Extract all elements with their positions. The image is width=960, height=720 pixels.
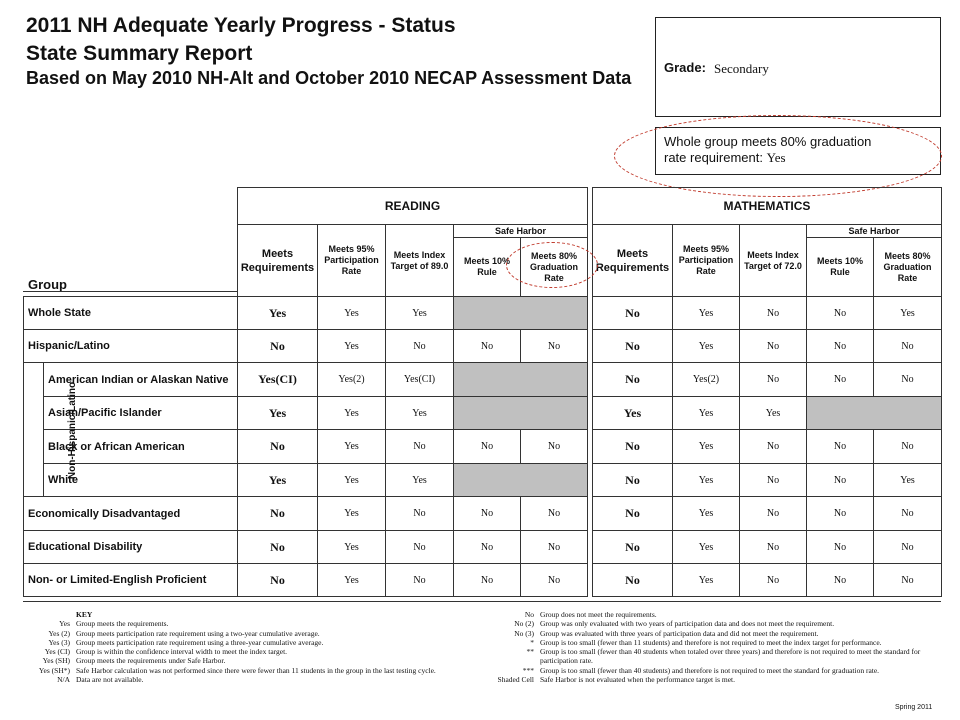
key-code: ** [526, 647, 534, 657]
key-desc: Group is too small (fewer than 40 students when totaled over three years) and therefore is not required to meet the standard for participation rate. [540, 647, 921, 666]
reading-cell: No [521, 564, 588, 597]
math-cell: No [874, 363, 942, 397]
math-cell: No [807, 430, 874, 464]
reading-cell: Yes [318, 430, 386, 464]
reading-cell: No [386, 330, 454, 363]
math-cell: No [807, 464, 874, 497]
math-cell: No [593, 363, 673, 397]
key-code: Yes [59, 619, 70, 629]
reading-cell: Yes [318, 397, 386, 430]
math-cell: Yes [673, 297, 740, 330]
math-cell: No [807, 531, 874, 564]
key-code: Yes (CI) [44, 647, 70, 657]
key-right [490, 610, 940, 684]
key-item [28, 675, 468, 684]
key-left [28, 610, 468, 684]
reading-cell: No [521, 430, 588, 464]
group-table [23, 296, 238, 597]
math-cell: No [807, 297, 874, 330]
reading-row [238, 330, 588, 363]
math-col-10pct: Meets 10% Rule [807, 238, 874, 297]
key-code: *** [522, 665, 534, 675]
key-desc: Group is too small (fewer than 11 students) and therefore is not required to meet the index target for performance. [540, 637, 882, 647]
reading-cell: Yes [318, 297, 386, 330]
math-cell: Yes [673, 330, 740, 363]
key-item [28, 619, 468, 628]
key-desc: Group is within the confidence interval width to meet the index target. [76, 647, 288, 657]
reading-cell: No [238, 564, 318, 597]
key-desc: Group meets participation rate requirement using a three-year cumulative average. [76, 637, 324, 647]
math-cell: Yes [673, 531, 740, 564]
math-row [593, 531, 942, 564]
math-cell: Yes(2) [673, 363, 740, 397]
math-cell: No [740, 564, 807, 597]
report-subtitle: State Summary Report [26, 42, 253, 65]
whole-group-line1: Whole group meets 80% graduation [664, 134, 872, 149]
key-desc: Safe Harbor is not evaluated when the performance target is met. [540, 675, 735, 685]
math-cell: No [874, 497, 942, 531]
group-header: Group [28, 277, 67, 292]
math-cell: No [593, 297, 673, 330]
reading-cell: Yes(CI) [238, 363, 318, 397]
reading-cell: No [454, 531, 521, 564]
reading-body [238, 297, 588, 597]
reading-cell: Yes [318, 531, 386, 564]
math-row [593, 430, 942, 464]
key-desc: Group was evaluated with three years of participation data and did not meet the requirement. [540, 628, 819, 638]
math-cell: No [740, 363, 807, 397]
math-col-participation: Meets 95% Participation Rate [673, 225, 740, 297]
math-cell: Yes [740, 397, 807, 430]
reading-row [238, 464, 588, 497]
math-cell: No [874, 564, 942, 597]
math-row [593, 497, 942, 531]
reading-cell: Yes [318, 497, 386, 531]
math-cell: No [740, 464, 807, 497]
math-col-grad: Meets 80% Graduation Rate [874, 238, 942, 297]
reading-row [238, 297, 588, 330]
footer-date: Spring 2011 [895, 704, 933, 711]
key-code: Yes (3) [48, 637, 70, 647]
reading-row [238, 430, 588, 464]
key-desc: Group meets the requirements under Safe Harbor. [76, 656, 226, 666]
reading-col-meets: Meets Requirements [238, 225, 318, 297]
math-cell: Yes [673, 430, 740, 464]
reading-cell: No [521, 497, 588, 531]
key-title: KEY [76, 610, 93, 619]
math-cell: No [740, 430, 807, 464]
key-desc: Group is too small (fewer than 40 students) and therefore is not required to meet the standard for graduation rate. [540, 665, 880, 675]
math-cell: No [593, 430, 673, 464]
highlight-oval [614, 115, 942, 197]
reading-cell: No [454, 564, 521, 597]
math-cell: No [740, 497, 807, 531]
non-hispanic-label: Non-Hispanic/Latino [67, 381, 79, 479]
report-title: 2011 NH Adequate Yearly Progress - Status [26, 14, 456, 37]
math-safe-harbor: Safe Harbor [807, 225, 942, 238]
math-row [593, 397, 942, 430]
key-desc: Group was only evaluated with two years of participation data and does not meet the requirement. [540, 619, 835, 629]
reading-cell: No [386, 430, 454, 464]
reading-shaded-cell [454, 397, 588, 430]
reading-safe-harbor: Safe Harbor [454, 225, 588, 238]
grade-value: Secondary [714, 61, 769, 76]
reading-cell: Yes [386, 397, 454, 430]
math-cell: No [874, 430, 942, 464]
math-title: MATHEMATICS [593, 188, 942, 225]
key-code: Yes (SH) [42, 656, 70, 666]
reading-cell: No [521, 531, 588, 564]
reading-col-participation: Meets 95% Participation Rate [318, 225, 386, 297]
key-item [28, 666, 468, 675]
math-cell: No [593, 464, 673, 497]
math-row [593, 297, 942, 330]
key-item [28, 638, 468, 647]
reading-cell: Yes(2) [318, 363, 386, 397]
group-name: Asian/Pacific Islander [44, 397, 238, 430]
whole-group-label: rate requirement: [664, 150, 763, 165]
reading-cell: Yes [318, 464, 386, 497]
math-row [593, 564, 942, 597]
group-name: American Indian or Alaskan Native [44, 363, 238, 397]
reading-cell: No [238, 531, 318, 564]
math-cell: Yes [673, 497, 740, 531]
math-row [593, 464, 942, 497]
math-cell: No [807, 497, 874, 531]
math-cell: No [807, 564, 874, 597]
group-name: Whole State [24, 297, 238, 330]
reading-shaded-cell [454, 464, 588, 497]
key-code: No (3) [514, 628, 534, 638]
math-cell: No [593, 531, 673, 564]
math-cell: No [593, 330, 673, 363]
key-desc: Group meets participation rate requirement using a two-year cumulative average. [76, 628, 320, 638]
reading-cell: No [454, 430, 521, 464]
reading-row [238, 397, 588, 430]
group-header-rule [23, 291, 237, 292]
math-cell: No [874, 531, 942, 564]
key-item [490, 666, 940, 675]
key-desc: Safe Harbor calculation was not performed since there were fewer than 11 students in the group in the last testing cycle. [76, 665, 436, 675]
key-item [490, 610, 940, 619]
reading-cell: Yes [318, 564, 386, 597]
key-code: No (2) [514, 619, 534, 629]
math-col-meets: Meets Requirements [593, 225, 673, 297]
reading-cell: Yes [238, 464, 318, 497]
math-cell: No [740, 531, 807, 564]
math-cell: Yes [874, 297, 942, 330]
grade-label: Grade: [664, 60, 706, 75]
reading-shaded-cell [454, 363, 588, 397]
math-cell: No [807, 363, 874, 397]
math-cell: Yes [673, 464, 740, 497]
reading-row [238, 497, 588, 531]
reading-col-index: Meets Index Target of 89.0 [386, 225, 454, 297]
reading-cell: No [386, 497, 454, 531]
reading-col-grad: Meets 80% Graduation Rate [521, 238, 588, 297]
group-name: Economically Disadvantaged [24, 497, 238, 531]
key-code: No [524, 610, 534, 619]
key-item [490, 675, 940, 684]
key-code: Yes (2) [48, 628, 70, 638]
whole-group-value: Yes [766, 150, 786, 165]
reading-cell: Yes [238, 297, 318, 330]
reading-cell: No [238, 430, 318, 464]
reading-shaded-cell [454, 297, 588, 330]
key-code: N/A [57, 675, 70, 685]
reading-cell: Yes [318, 330, 386, 363]
key-item [490, 619, 940, 628]
reading-row [238, 531, 588, 564]
math-row [593, 363, 942, 397]
key-item [490, 629, 940, 638]
reading-cell: No [386, 531, 454, 564]
math-cell: No [740, 297, 807, 330]
reading-row [238, 564, 588, 597]
reading-row [238, 363, 588, 397]
math-cell: Yes [673, 564, 740, 597]
key-item [28, 647, 468, 656]
key-item [28, 629, 468, 638]
group-name: White [44, 464, 238, 497]
key-item [490, 647, 940, 666]
reading-cell: Yes [386, 297, 454, 330]
key-divider [23, 601, 941, 602]
key-desc: Data are not available. [76, 675, 144, 685]
group-name: Educational Disability [24, 531, 238, 564]
reading-cell: No [454, 330, 521, 363]
key-code: Shaded Cell [497, 675, 534, 685]
reading-cell: No [386, 564, 454, 597]
reading-cell: No [454, 497, 521, 531]
reading-title: READING [238, 188, 588, 225]
key-desc: Group does not meet the requirements. [540, 610, 657, 619]
group-name: Non- or Limited-English Proficient [24, 564, 238, 597]
math-cell: No [740, 330, 807, 363]
math-cell: No [593, 497, 673, 531]
math-col-index: Meets Index Target of 72.0 [740, 225, 807, 297]
math-row [593, 330, 942, 363]
reading-cell: Yes(CI) [386, 363, 454, 397]
key-item [490, 638, 940, 647]
math-cell: Yes [673, 397, 740, 430]
math-shaded-cell [807, 397, 942, 430]
report-source: Based on May 2010 NH-Alt and October 2010 NECAP Assessment Data [26, 68, 632, 88]
key-desc: Group meets the requirements. [76, 619, 169, 629]
group-name: Hispanic/Latino [24, 330, 238, 363]
math-cell: Yes [593, 397, 673, 430]
key-code: Yes (SH*) [38, 665, 70, 675]
math-cell: No [807, 330, 874, 363]
math-body [593, 297, 942, 597]
reading-cell: No [521, 330, 588, 363]
math-cell: Yes [874, 464, 942, 497]
reading-col-10pct: Meets 10% Rule [454, 238, 521, 297]
reading-cell: No [238, 330, 318, 363]
math-cell: No [874, 330, 942, 363]
reading-cell: No [238, 497, 318, 531]
math-table [592, 187, 942, 597]
reading-cell: Yes [386, 464, 454, 497]
reading-cell: Yes [238, 397, 318, 430]
group-name: Black or African American [44, 430, 238, 464]
math-cell: No [593, 564, 673, 597]
key-item [28, 656, 468, 665]
key-code: * [530, 637, 534, 647]
highlight-oval-grad [506, 242, 598, 288]
